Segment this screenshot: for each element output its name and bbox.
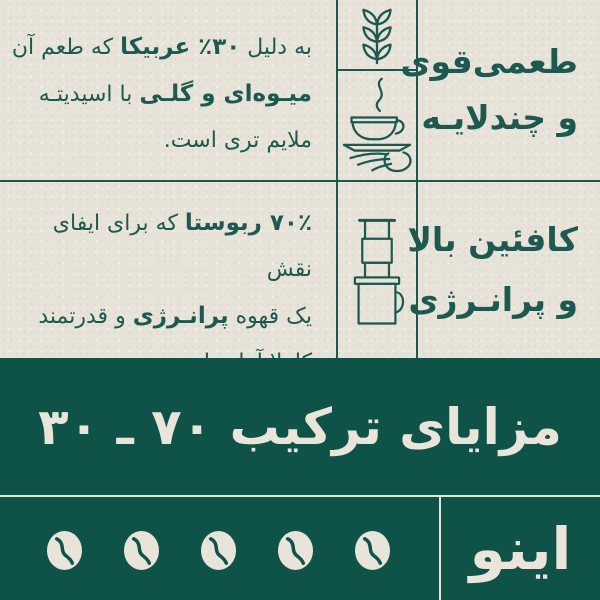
- text-segment: که برای ایفای نقش: [52, 211, 312, 282]
- coffee-bean-icon: [354, 530, 391, 571]
- paragraph-line: [10, 293, 312, 340]
- row1-heading-line1: طعمی‌قوی: [400, 42, 578, 81]
- text-segment-bold: پرانـرژی: [132, 303, 229, 329]
- text-segment: و قدرتمند: [38, 304, 133, 329]
- text-segment: که طعم آن: [11, 35, 121, 60]
- row2-heading: [407, 210, 578, 330]
- row1-heading: [400, 34, 578, 146]
- text-segment-bold: ۳۰٪ عربیکا: [120, 34, 241, 60]
- row2-heading-line2: و پرانـرژی: [408, 280, 578, 319]
- bean-row: [0, 497, 441, 600]
- paragraph-line: [10, 200, 312, 293]
- row2-heading-line1: کافئین بالا: [407, 220, 578, 259]
- wheat-stalk-icon: [338, 0, 416, 69]
- row1-paragraph: [10, 24, 312, 164]
- coffee-bean-icon: [46, 530, 83, 571]
- horizontal-row-divider: [0, 180, 600, 182]
- paragraph-line: [10, 118, 312, 164]
- text-segment: ملایم تری است.: [163, 128, 312, 153]
- coffee-bean-icon: [200, 530, 237, 571]
- brand-logo: اینو: [469, 514, 572, 583]
- coffee-cup-in-hand-icon: [338, 71, 416, 180]
- text-segment-bold: میـوه‌ای و گلـی: [139, 81, 312, 107]
- text-segment: با اسیدیتـه: [38, 82, 140, 107]
- text-segment-bold: ۷۰٪ ربوستا: [184, 210, 312, 236]
- coffee-bean-icon: [277, 530, 314, 571]
- aeropress-icon: [338, 183, 416, 358]
- banner-title: مزایای ترکیب ۷۰ ـ ۳۰: [38, 397, 562, 456]
- row1-heading-line2: و چندلایـه: [421, 98, 578, 137]
- bottom-panel: [0, 358, 600, 600]
- paragraph-line: [10, 24, 312, 71]
- text-segment: به دلیل: [240, 35, 312, 60]
- coffee-bean-icon: [123, 530, 160, 571]
- paragraph-line: [10, 71, 312, 118]
- text-segment: یک قهوه: [228, 304, 312, 329]
